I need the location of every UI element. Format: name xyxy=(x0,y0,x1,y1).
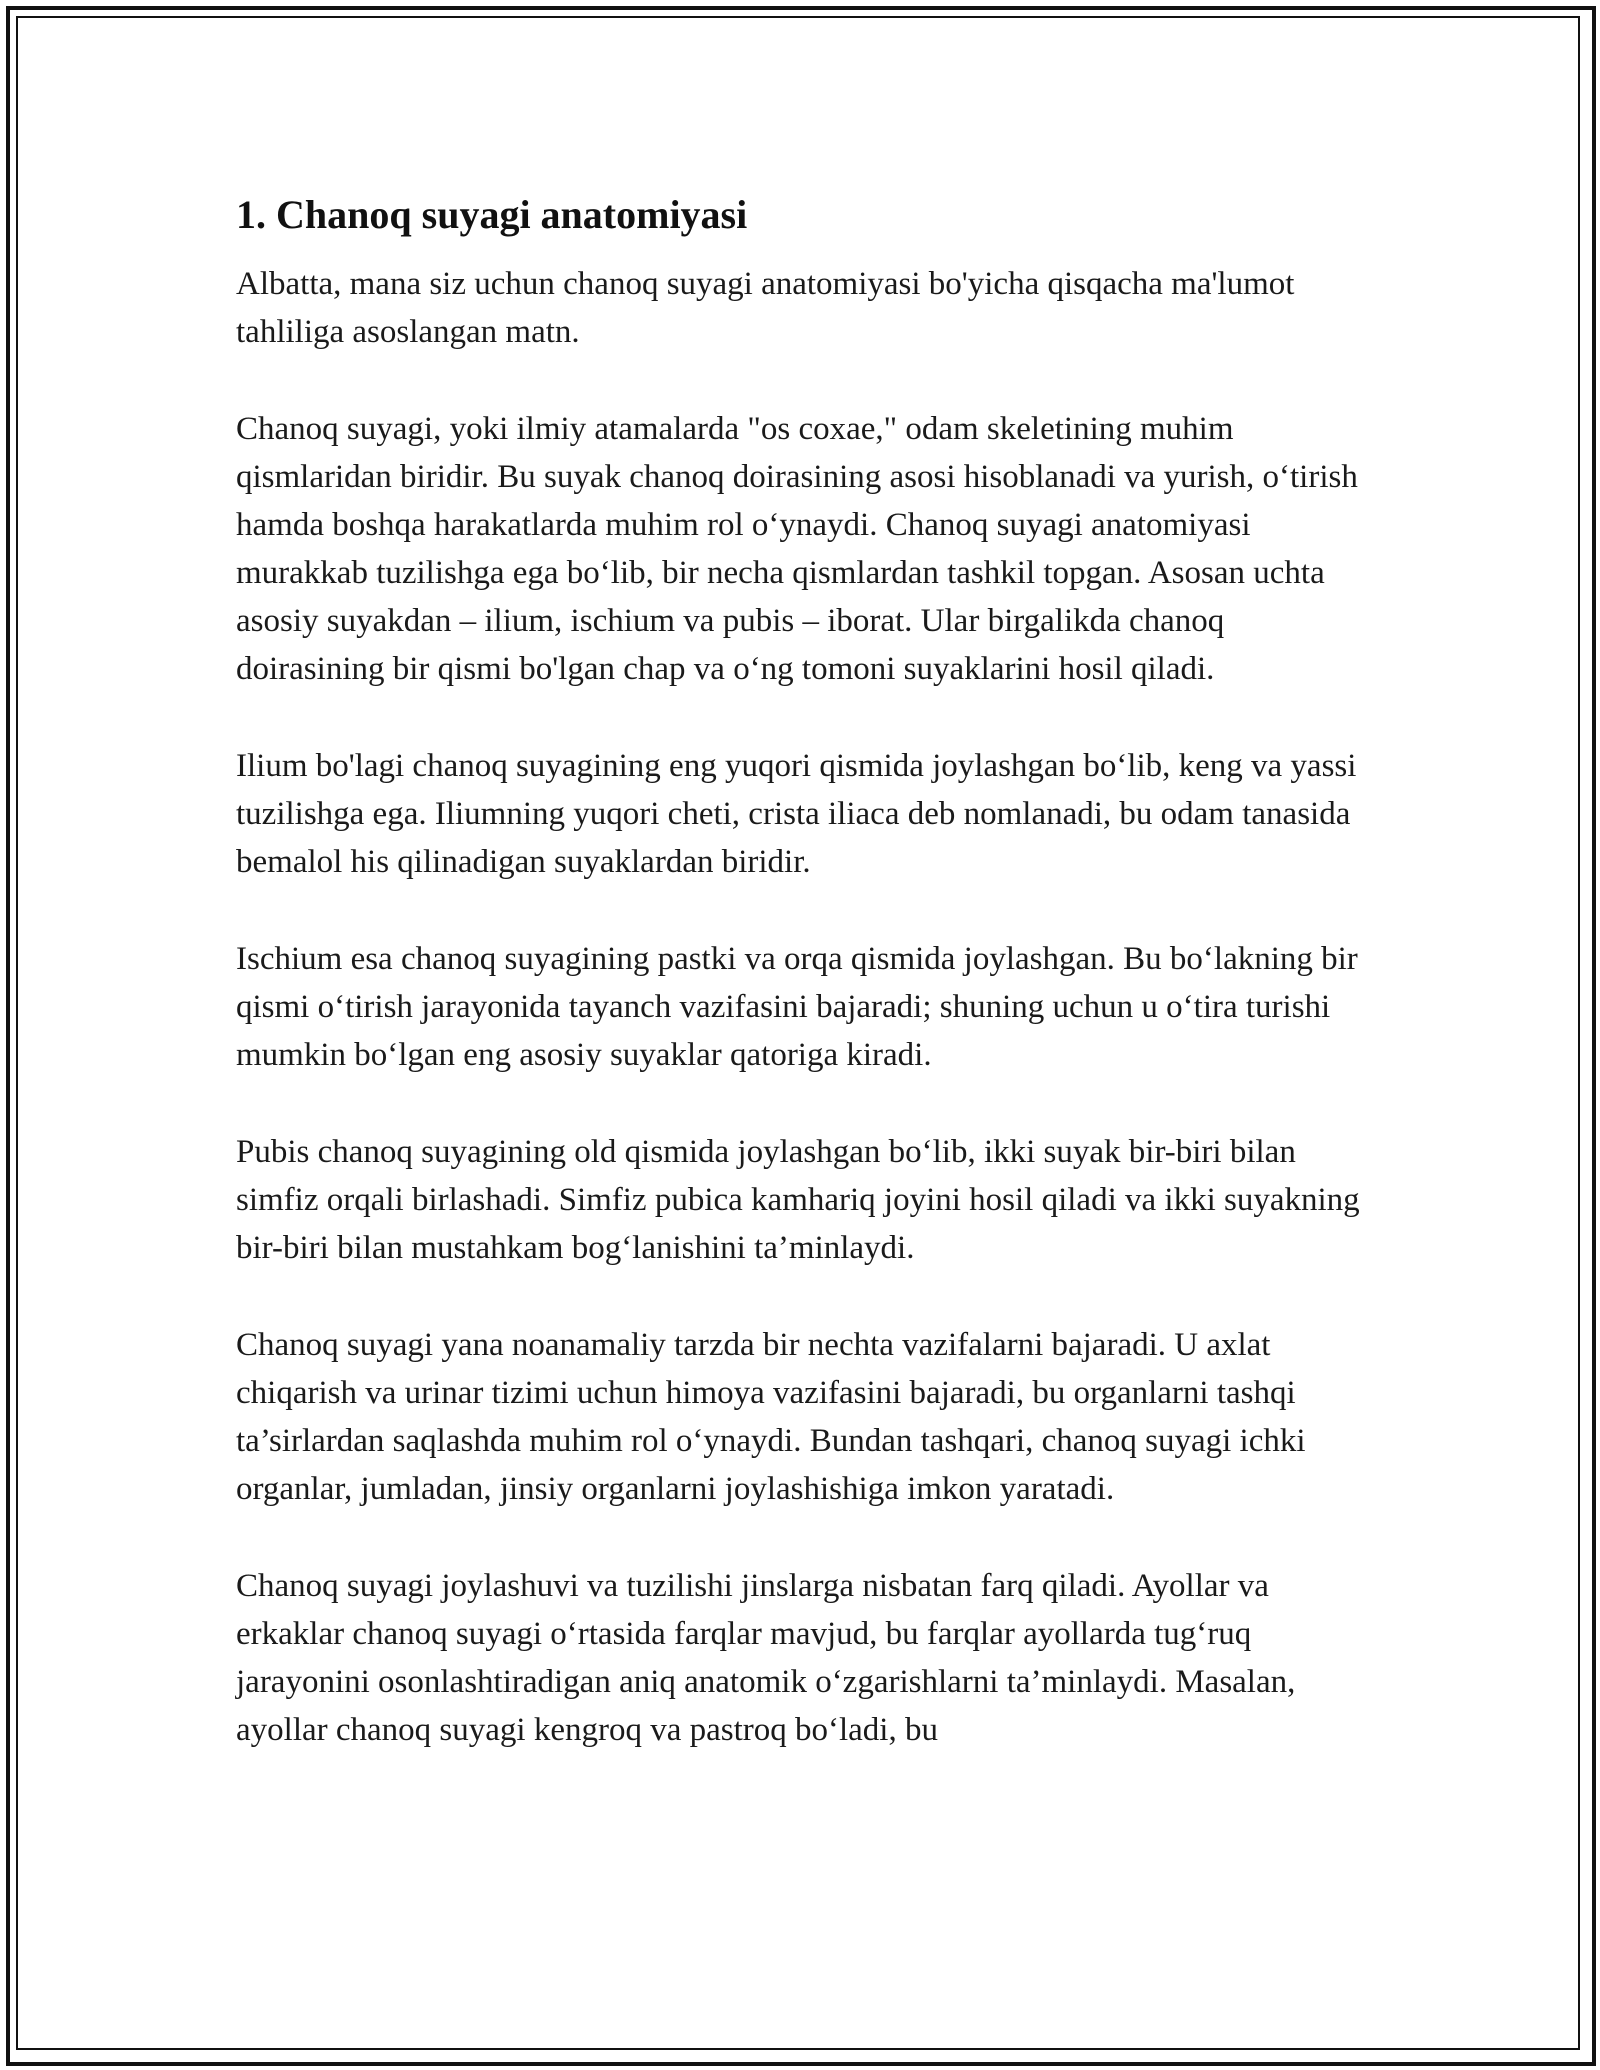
paragraph-functions: Chanoq suyagi yana noanamaliy tarzda bir nechta vazifalarni bajaradi. U axlat chiqarish va urinar tizimi uchun himoya vazifasini bajaradi, bu organlarni tashqi ta’sirlardan saqlashda muhim rol oʻynaydi. Bundan tashqari, chanoq suyagi ichki organlar, jumladan, jinsiy organlarni joylashishiga imkon yaratadi. xyxy=(236,1327,1306,1507)
document-body xyxy=(236,186,1364,1803)
paragraph-pubis: Pubis chanoq suyagining old qismida joylashgan boʻlib, ikki suyak bir-biri bilan simfiz orqali birlashadi. Simfiz pubica kamhariq joyini hosil qiladi va ikki suyakning bir-biri bilan mustahkam bogʻlanishini ta’minlaydi. xyxy=(236,1134,1360,1266)
paragraph-ilium: Ilium bo'lagi chanoq suyagining eng yuqori qismida joylashgan boʻlib, keng va yassi tuzilishga ega. Iliumning yuqori cheti, crista iliaca deb nomlanadi, bu odam tanasida bemalol his qilinadigan suyaklardan biridir. xyxy=(236,748,1357,880)
paragraph-intro: Albatta, mana siz uchun chanoq suyagi anatomiyasi bo'yicha qisqacha ma'lumot tahliliga asoslangan matn. xyxy=(236,266,1295,350)
paragraph-overview: Chanoq suyagi, yoki ilmiy atamalarda "os coxae," odam skeletining muhim qismlaridan biridir. Bu suyak chanoq doirasining asosi hisoblanadi va yurish, oʻtirish hamda boshqa harakatlarda muhim rol oʻynaydi. Chanoq suyagi anatomiyasi murakkab tuzilishga ega boʻlib, bir necha qismlardan tashkil topgan. Asosan uchta asosiy suyakdan – ilium, ischium va pubis – iborat. Ular birgalikda chanoq doirasining bir qismi bo'lgan chap va oʻng tomoni suyaklarini hosil qiladi. xyxy=(236,411,1358,687)
paragraph-ischium: Ischium esa chanoq suyagining pastki va orqa qismida joylashgan. Bu boʻlakning bir qismi oʻtirish jarayonida tayanch vazifasini bajaradi; shuning uchun u oʻtira turishi mumkin boʻlgan eng asosiy suyaklar qatoriga kiradi. xyxy=(236,941,1358,1073)
paragraph-sex-differences: Chanoq suyagi joylashuvi va tuzilishi jinslarga nisbatan farq qiladi. Ayollar va erkaklar chanoq suyagi oʻrtasida farqlar mavjud, bu farqlar ayollarda tugʻruq jarayonini osonlashtiradigan aniq anatomik oʻzgarishlarni ta’minlaydi. Masalan, ayollar chanoq suyagi kengroq va pastroq boʻladi, bu xyxy=(236,1568,1296,1748)
section-heading: 1. Chanoq suyagi anatomiyasi xyxy=(236,192,748,237)
